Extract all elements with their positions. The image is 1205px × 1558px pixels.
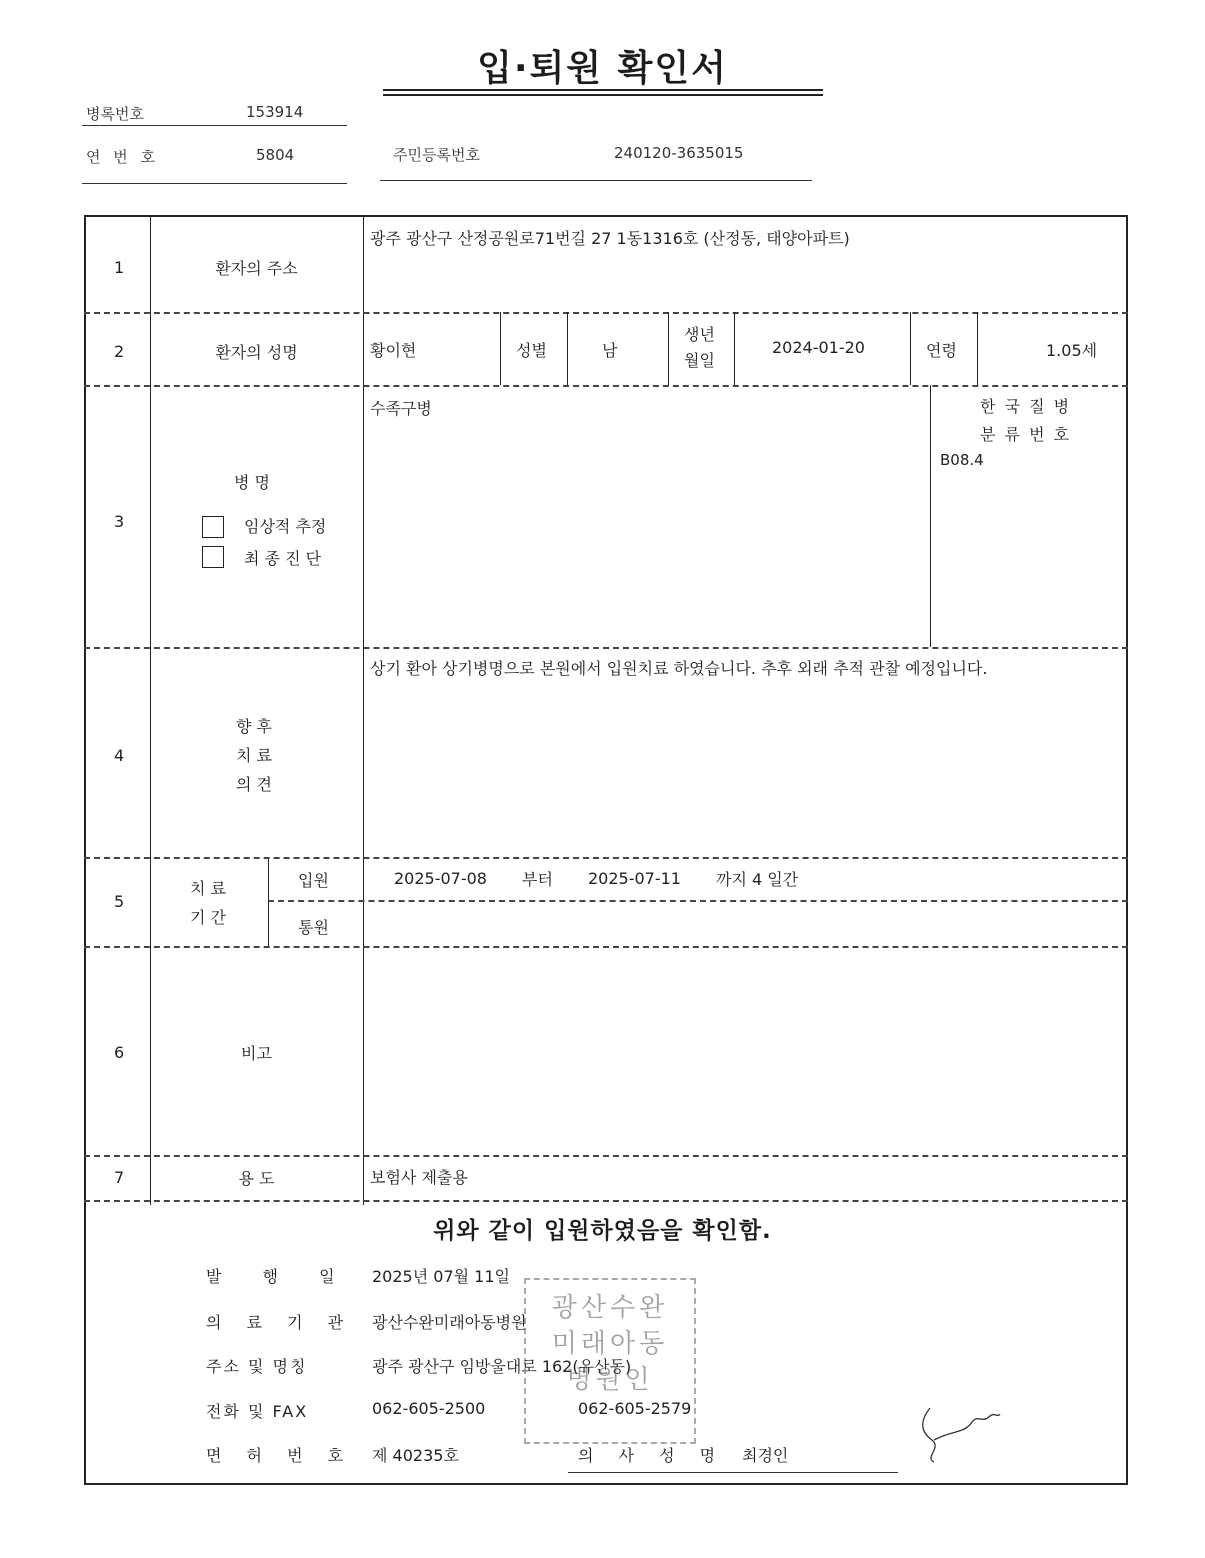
fax-number: 062-605-2579 [578,1399,692,1418]
inpatient-label: 입원 [298,871,329,890]
title-underline [383,89,823,91]
phone-number: 062-605-2500 [372,1399,486,1418]
kcd-code: B08.4 [940,451,984,469]
phone-fax-label: 전화 및 FAX [206,1402,309,1421]
row-separator [84,857,1128,859]
license-number: 제 40235호 [372,1446,459,1465]
divider [82,183,347,184]
column-line [268,857,269,947]
period-label: 치 료 [190,879,226,898]
row-separator [84,385,1128,387]
purpose-value: 보험사 제출용 [370,1168,468,1187]
discharge-date: 2025-07-11 [588,869,681,888]
signature-line [568,1472,898,1473]
dob-label: 생년 [684,325,715,344]
serial-label: 연 번 호 [86,148,160,166]
kcd-label: 한 국 질 병 [980,397,1072,416]
treatment-opinion: 상기 환아 상기병명으로 본원에서 입원치료 하였습니다. 추후 외래 추적 관찰 예정입니다. [370,659,988,678]
patient-name: 황이현 [370,341,417,360]
column-line [910,312,911,385]
divider [380,180,812,181]
purpose-label: 용 도 [238,1169,275,1188]
column-line [567,312,568,385]
outpatient-label: 통원 [298,918,329,937]
issue-date: 2025년 07월 11일 [372,1267,510,1286]
row-separator [84,647,1128,649]
row-number: 1 [114,258,125,277]
address-label: 환자의 주소 [215,259,298,278]
duration-text: 까지 4 일간 [716,870,799,889]
divider [82,125,347,126]
clinical-estimate-label: 임상적 추정 [244,517,327,536]
column-line [363,215,364,1205]
resident-label: 주민등록번호 [393,146,480,164]
patient-sex: 남 [602,341,618,360]
dob-label: 월일 [684,351,715,370]
remarks-label: 비고 [241,1044,272,1063]
row-separator [84,1200,1128,1202]
admission-date: 2025-07-08 [394,869,487,888]
row-number: 2 [114,342,125,361]
registration-label: 병록번호 [86,105,144,123]
row-separator [84,946,1128,948]
doctor-name: 최경인 [742,1446,789,1465]
title-underline [383,94,823,96]
patient-address: 광주 광산구 산정공원로71번길 27 1동1316호 (산정동, 태양아파트) [370,229,850,248]
name-label: 환자의 성명 [215,343,298,362]
institution-address: 광주 광산구 임방울대로 162(유산동) [372,1357,632,1376]
patient-dob: 2024-01-20 [772,338,865,357]
diagnosis-label: 병 명 [234,473,270,492]
column-line [734,312,735,385]
age-label: 연령 [926,341,957,360]
issue-date-label: 발 행 일 [206,1267,353,1286]
from-label: 부터 [522,870,553,889]
registration-number: 153914 [246,103,304,121]
institution-label: 의 료 기 관 [206,1313,354,1332]
confirmation-statement: 위와 같이 입원하였음을 확인함. [433,1218,772,1244]
sex-label: 성별 [516,341,547,360]
row-number: 7 [114,1168,125,1187]
row-number: 3 [114,512,125,531]
row-number: 6 [114,1043,125,1062]
hospital-seal: 광산수완 미래아동 병원인 [524,1278,696,1444]
doctor-signature [912,1400,1002,1470]
column-line [930,385,931,647]
final-diagnosis-label: 최 종 진 단 [244,549,322,568]
column-line [668,312,669,385]
row-separator [84,312,1128,314]
checkbox [202,546,224,568]
kcd-label: 분 류 번 호 [980,425,1072,444]
license-label: 면 허 번 호 [206,1446,354,1465]
opinion-label: 향 후 [236,717,272,736]
row-separator [268,900,1128,902]
patient-age: 1.05세 [1046,341,1098,360]
address-name-label: 주소 및 명칭 [206,1357,308,1376]
checkbox [202,516,224,538]
institution-name: 광산수완미래아동병원 [372,1313,527,1332]
doctor-name-label: 의 사 성 명 [578,1446,726,1465]
column-line [977,312,978,385]
opinion-label: 치 료 [236,746,272,765]
column-line [500,312,501,385]
document-title: 입·퇴원 확인서 [477,48,728,89]
diagnosis-name: 수족구병 [370,399,432,418]
row-separator [84,1155,1128,1157]
row-number: 5 [114,892,125,911]
opinion-label: 의 견 [236,775,272,794]
period-label: 기 간 [190,908,226,927]
row-number: 4 [114,746,125,765]
serial-number: 5804 [256,146,295,164]
resident-number: 240120-3635015 [614,144,744,162]
